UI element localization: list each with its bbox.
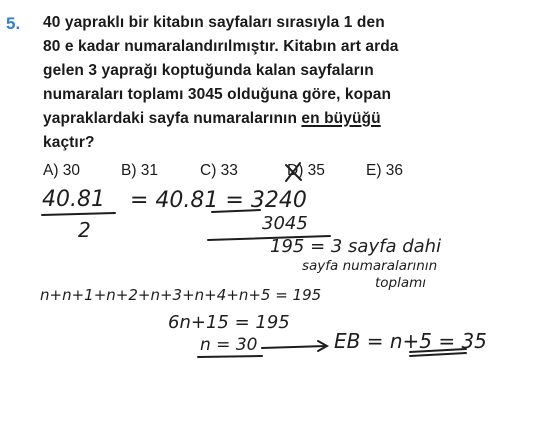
answer-underline-1	[410, 349, 466, 352]
handwritten-note-line-1: sayfa numaralarının	[302, 258, 438, 274]
handwritten-note-line-2: toplamı	[375, 275, 427, 291]
solution-underline	[198, 356, 262, 357]
choice-c[interactable]: C) 33	[200, 162, 238, 179]
question-text-line-3: gelen 3 yaprağı koptuğunda kalan sayfaların	[43, 62, 374, 79]
choice-d[interactable]: D) 35	[287, 162, 325, 179]
subtraction-line	[208, 236, 330, 240]
choice-d-cross	[286, 163, 301, 181]
fraction-bar	[42, 213, 115, 215]
question-emphasis: en büyüğü	[301, 110, 381, 127]
question-text-line-4: numaraları toplamı 3045 olduğuna göre, kopan	[43, 86, 392, 103]
choice-b[interactable]: B) 31	[121, 162, 159, 179]
question-text-line-5-main: yapraklardaki sayfa numaralarının	[43, 110, 302, 127]
handwritten-product: = 40.81 = 3240	[130, 188, 307, 213]
handwritten-subtrahend: 3045	[262, 213, 308, 234]
question-text-line-6: kaçtır?	[43, 134, 95, 151]
answer-underline-2	[410, 353, 466, 356]
arrow-line	[262, 346, 326, 348]
choice-e[interactable]: E) 36	[366, 162, 404, 179]
handwritten-fraction-denominator: 2	[78, 218, 91, 242]
handwritten-difference: 195 = 3 sayfa dahi	[270, 236, 442, 257]
handwritten-simplified: 6n+15 = 195	[168, 312, 290, 333]
first-row-equals-underline	[212, 210, 260, 212]
handwritten-sum-expression: n+n+1+n+2+n+3+n+4+n+5 = 195	[40, 286, 322, 304]
choice-a[interactable]: A) 30	[43, 162, 81, 179]
handwritten-solution: n = 30	[200, 335, 258, 355]
question-text-line-1: 40 yapraklı bir kitabın sayfaları sırasıyla 1 den	[43, 14, 385, 31]
question-text-line-2: 80 e kadar numaralandırılmıştır. Kitabın art arda	[43, 38, 399, 55]
handwritten-fraction-numerator: 40.81	[42, 187, 105, 212]
handwritten-answer: EB = n+5 = 35	[334, 329, 487, 353]
question-number: 5.	[6, 14, 21, 33]
